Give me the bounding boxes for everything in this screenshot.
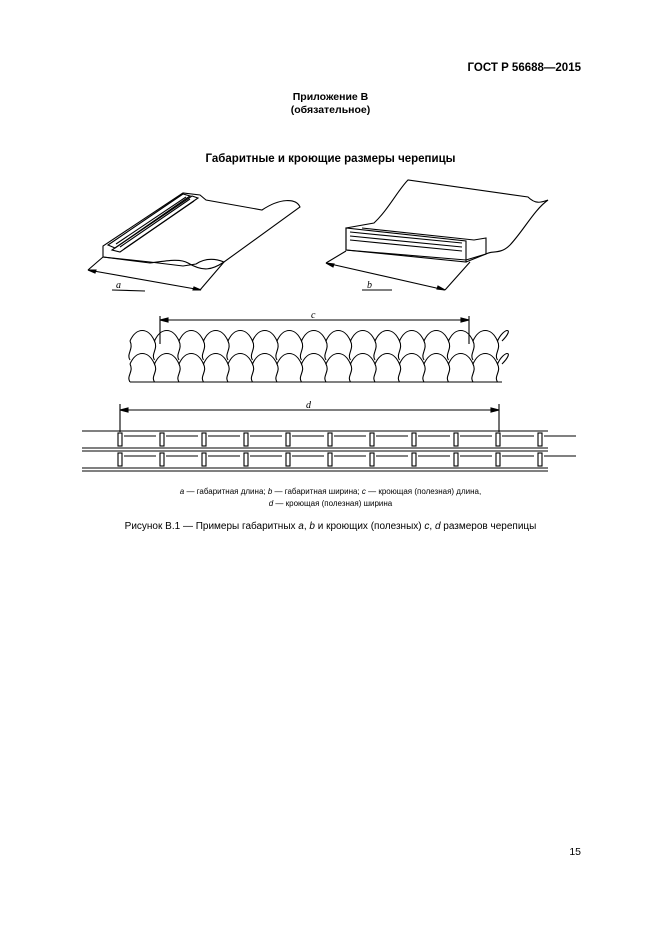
dimension-d-label: d (306, 400, 311, 411)
flat-tile-joint (538, 433, 542, 446)
caption-d: d (434, 521, 441, 532)
caption-sep-2: , (429, 521, 435, 532)
flat-tile-joint (202, 453, 206, 466)
legend-d-text: — кроющая (полезная) ширина (273, 498, 393, 508)
flat-tile-joint (328, 433, 332, 446)
appendix-status: (обязательное) (290, 104, 371, 116)
dimension-a-label: a (116, 280, 121, 291)
caption-suffix: размеров черепицы (440, 521, 537, 532)
caption-b: b (309, 521, 315, 532)
flat-tile-joint (370, 433, 374, 446)
flat-tile-joint (412, 433, 416, 446)
flat-tile-joint (160, 453, 164, 466)
legend-a-letter: a (179, 487, 185, 496)
flat-tile-joint (496, 453, 500, 466)
legend-d-letter: d (268, 498, 274, 508)
flat-tile-joint (328, 453, 332, 466)
flat-tile-joint (118, 453, 122, 466)
flat-tile-joint (244, 433, 248, 446)
legend-b-text: — габаритная ширина; (272, 487, 362, 496)
caption-a: a (298, 521, 304, 532)
caption-sep-1: , (303, 521, 310, 532)
legend-line-2 (0, 498, 661, 510)
flat-tile-joint (118, 433, 122, 446)
flat-tile-joint (454, 453, 458, 466)
appendix-title: Приложение В (292, 91, 369, 103)
legend-line-1 (0, 486, 661, 498)
legend-c-letter: c (361, 487, 366, 496)
caption-middle: и кроющих (полезных) (314, 521, 425, 532)
flat-tile-joint (202, 433, 206, 446)
flat-tile-joint (286, 453, 290, 466)
flat-tile-joint (538, 453, 542, 466)
caption-c: c (424, 521, 430, 532)
flat-tile-joint (160, 433, 164, 446)
flat-tile-joint (454, 433, 458, 446)
flat-tile-joint (412, 453, 416, 466)
figure-caption (0, 521, 661, 532)
flat-tile-joint (370, 453, 374, 466)
document-number: ГОСТ Р 56688—2015 (467, 62, 581, 74)
flat-tile-joint (244, 453, 248, 466)
figure-legend (0, 486, 661, 509)
legend-b-letter: b (267, 487, 273, 496)
flat-tile-joint (496, 433, 500, 446)
figure-heading: Габаритные и кроющие размеры черепицы (205, 153, 456, 165)
dimension-c-label: c (311, 310, 316, 321)
dimension-b-label: b (367, 280, 372, 291)
page-number: 15 (569, 846, 581, 858)
caption-prefix: Рисунок В.1 — Примеры габаритных (124, 521, 299, 532)
legend-a-text: — габаритная длина; (184, 487, 268, 496)
legend-c-text: — кроющая (полезная) длина, (365, 487, 482, 496)
flat-tile-joint (286, 433, 290, 446)
